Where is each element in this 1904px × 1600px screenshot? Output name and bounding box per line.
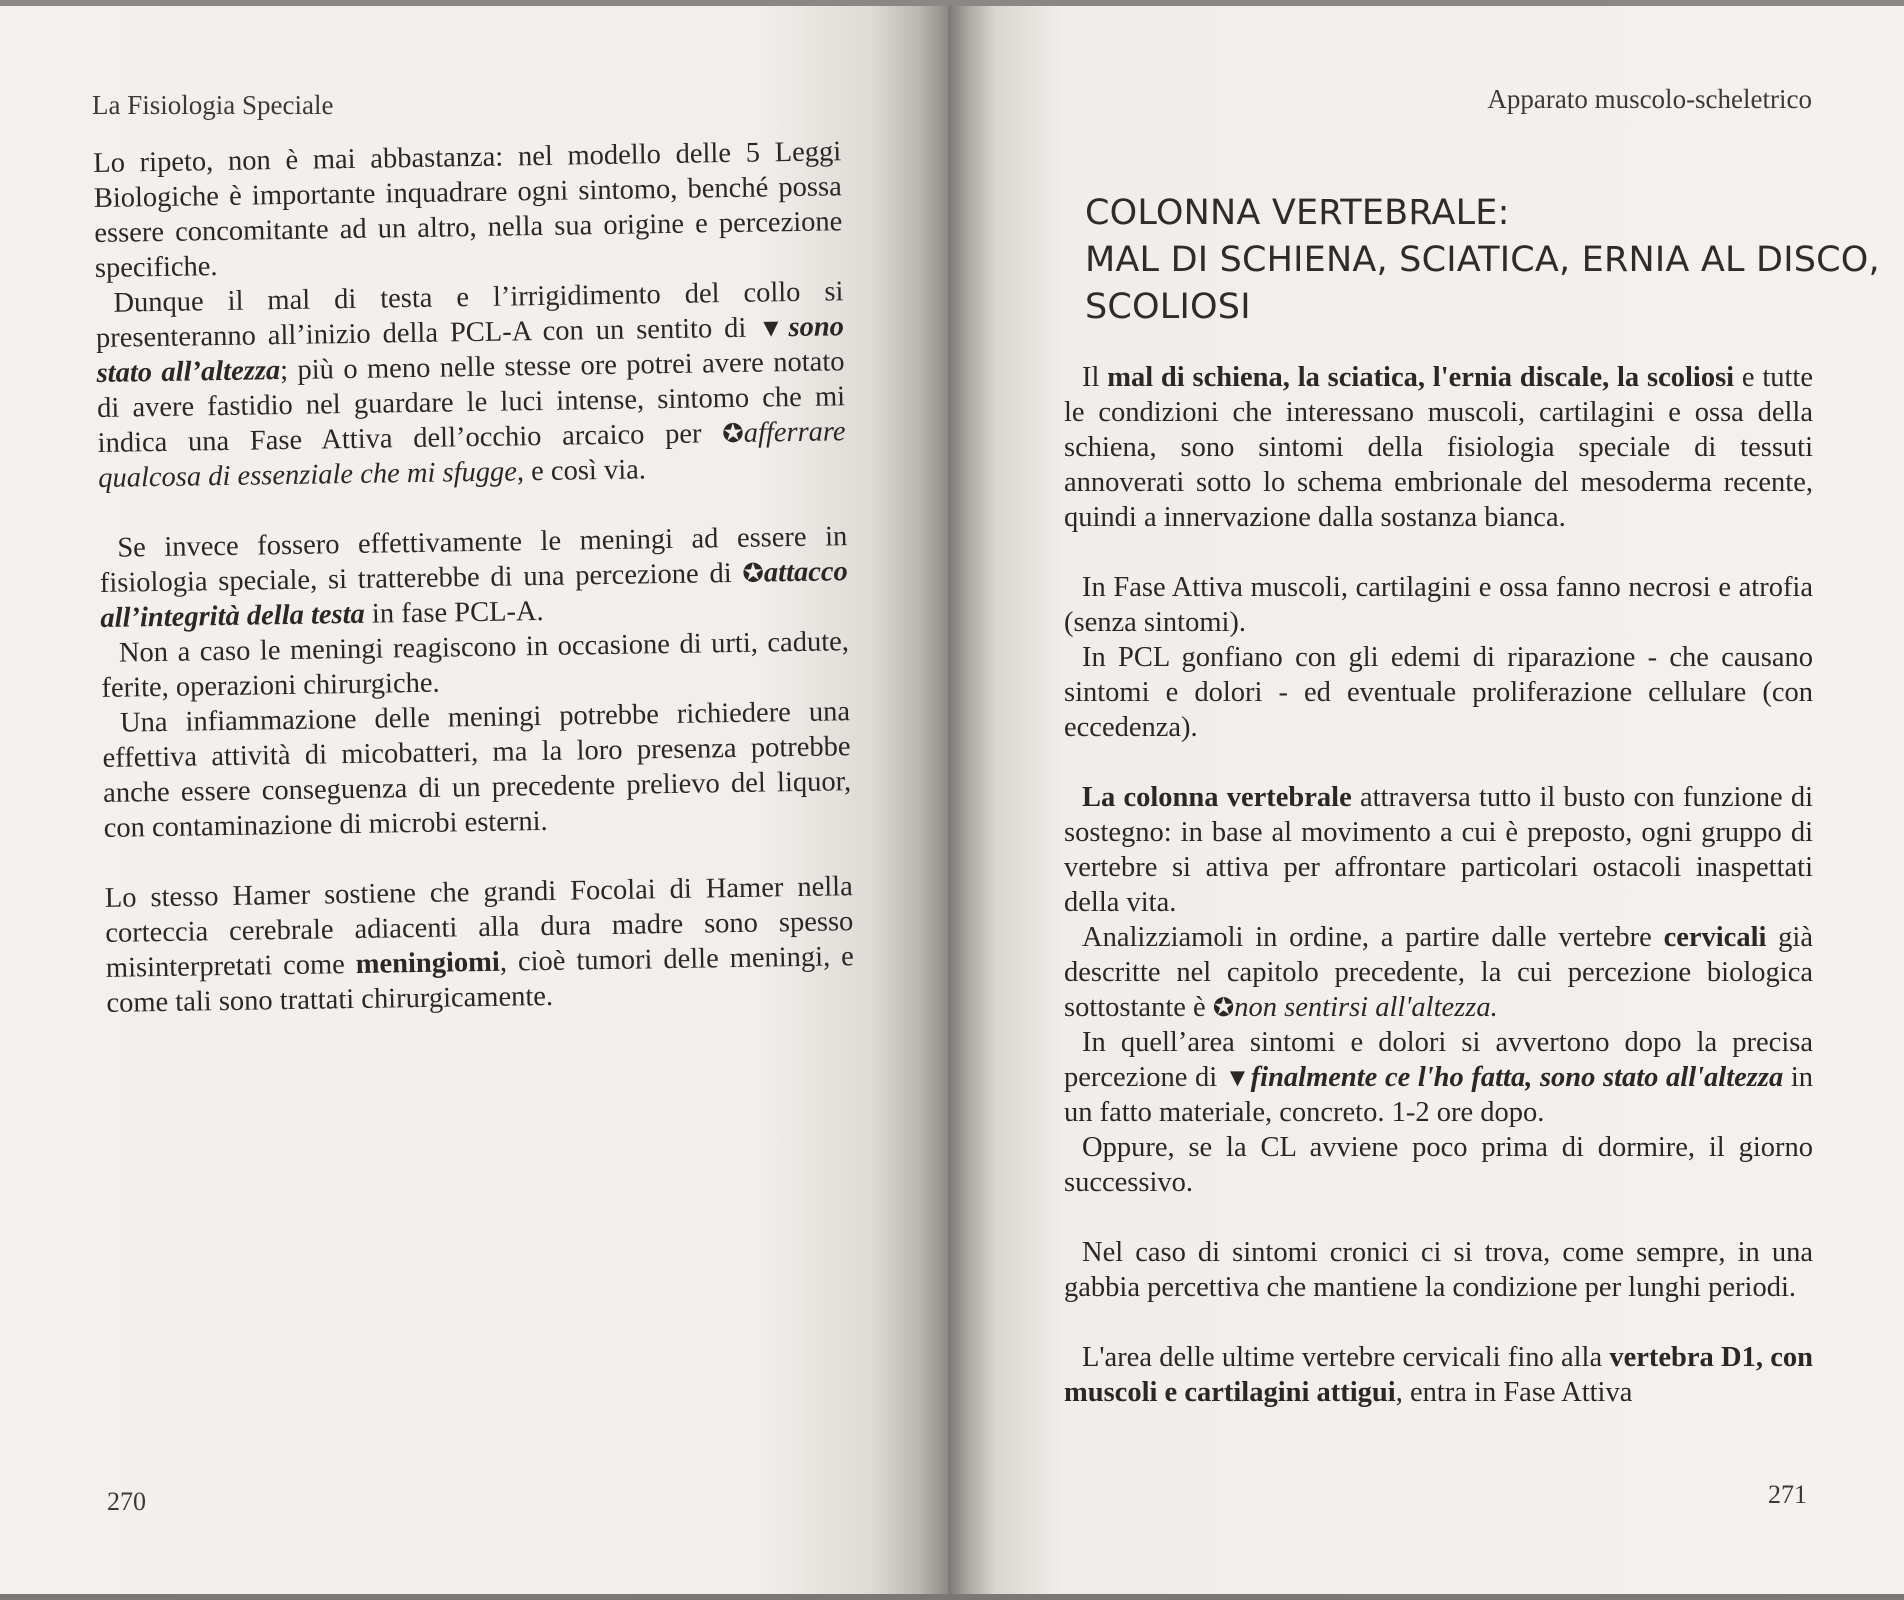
triangle-down-icon: ▼: [1224, 1063, 1251, 1092]
page-number-right: 271: [1768, 1480, 1807, 1509]
paragraph: In quell’area sintomi e dolori si avvertono dopo la precisa percezione di ▼finalmente ce l'ho fatta, sono stato all'altezza in un fatto materiale, concreto. 1-2 ore dopo.: [1064, 1027, 1813, 1128]
paragraph: Una infiammazione delle meningi potrebbe richiedere una effettiva attività di micobatteri, ma la loro presenza potrebbe anche essere conseguenza di un precedente prelievo del liquor, con contaminazione di microbi esterni.: [102, 696, 852, 844]
scan-top-edge: [948, 0, 1904, 6]
star-circle-icon: ✪: [742, 558, 765, 588]
running-head-left: La Fisiologia Speciale: [92, 90, 334, 120]
page-number-left: 270: [107, 1487, 146, 1516]
right-page: [948, 0, 1904, 1600]
right-page-body: [1064, 360, 1813, 1410]
paragraph: Dunque il mal di testa e l’irrigidimento del collo si presenteranno all’inizio della PCL-A con un sentito di ▼sono stato all’altezza; più o meno nelle stesse ore potrei avere notato di avere fastidio nel guardare le luci intense, sintomo che mi indica una Fase Attiva dell’occhio arcaico per ✪afferrare qualcosa di essenziale che mi sfugge, e così via.: [95, 276, 846, 494]
paragraph: Se invece fossero effettivamente le meningi ad essere in fisiologia speciale, si tratterebbe di una percezione di ✪attacco all’integrità della testa in fase PCL-A.: [99, 521, 849, 634]
triangle-down-icon: ▼: [758, 313, 789, 343]
paragraph: In PCL gonfiano con gli edemi di riparazione - che causano sintomi e dolori - ed eventuale proliferazione cellulare (con eccedenza).: [1064, 642, 1813, 743]
paragraph: Analizziamoli in ordine, a partire dalle vertebre cervicali già descritte nel capitolo precedente, la cui percezione biologica sottostante è ✪non sentirsi all'altezza.: [1064, 922, 1813, 1023]
paragraph: Lo ripeto, non è mai abbastanza: nel modello delle 5 Leggi Biologiche è importante inquadrare ogni sintomo, benché possa essere concomitante ad un altro, nella sua origine e percezione specifiche.: [93, 136, 843, 284]
paragraph: La colonna vertebrale attraversa tutto il busto con funzione di sostegno: in base al movimento a cui è preposto, ogni gruppo di vertebre si attiva per affrontare particolari ostacoli inaspettati della vita.: [1064, 782, 1813, 918]
star-circle-icon: ✪: [722, 418, 744, 449]
running-head-right: Apparato muscolo-scheletrico: [1487, 84, 1812, 114]
star-circle-icon: ✪: [1212, 993, 1235, 1022]
scan-bottom-edge: [0, 1594, 948, 1600]
paragraph: Nel caso di sintomi cronici ci si trova, come sempre, in una gabbia percettiva che mantiene la condizione per lunghi periodi.: [1064, 1237, 1813, 1303]
paragraph: Non a caso le meningi reagiscono in occasione di urti, cadute, ferite, operazioni chirurgiche.: [101, 626, 850, 704]
paragraph: In Fase Attiva muscoli, cartilagini e ossa fanno necrosi e atrofia (senza sintomi).: [1064, 572, 1813, 638]
paragraph: L'area delle ultime vertebre cervicali fino alla vertebra D1, con muscoli e cartilagini attigui, entra in Fase Attiva: [1064, 1342, 1813, 1408]
scan-bottom-edge: [948, 1594, 1904, 1600]
scan-top-edge: [0, 0, 948, 6]
paragraph: Oppure, se la CL avviene poco prima di dormire, il giorno successivo.: [1064, 1132, 1813, 1198]
paragraph: Il mal di schiena, la sciatica, l'ernia discale, la scoliosi e tutte le condizioni che interessano muscoli, cartilagini e ossa della schiena, sono sintomi della fisiologia speciale di tessuti annoverati sotto lo schema embrionale del mesoderma recente, quindi a innervazione dalla sostanza bianca.: [1064, 362, 1813, 533]
left-page: [0, 0, 948, 1600]
left-page-body: [93, 134, 855, 1021]
chapter-title: COLONNA VERTEBRALE: MAL DI SCHIENA, SCIATICA, ERNIA AL DISCO, SCOLIOSI: [1085, 193, 1880, 327]
paragraph: Lo stesso Hamer sostiene che grandi Focolai di Hamer nella corteccia cerebrale adiacenti alla dura madre sono spesso misinterpretati come meningiomi, cioè tumori delle meningi, e come tali sono trattati chirurgicamente.: [104, 871, 855, 1019]
